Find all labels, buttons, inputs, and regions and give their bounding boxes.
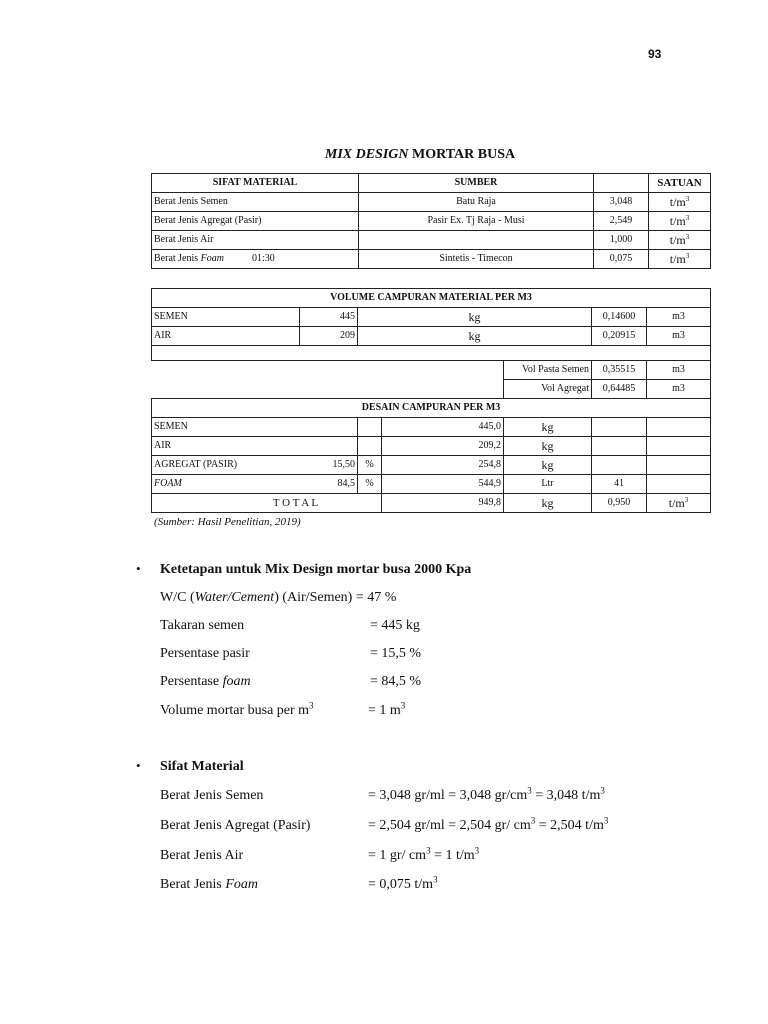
wc-italic: Water/Cement bbox=[194, 590, 275, 605]
col-header-source: SUMBER bbox=[359, 174, 594, 193]
table-row bbox=[152, 475, 711, 494]
total-extra: 0,950 bbox=[592, 494, 647, 513]
design-value: 209,2 bbox=[382, 437, 504, 456]
table-section-header bbox=[152, 289, 711, 308]
table-header-row bbox=[152, 174, 711, 193]
total-label: T O T A L bbox=[152, 494, 382, 513]
design-value: 544,9 bbox=[382, 475, 504, 494]
design-name-text: FOAM bbox=[154, 478, 182, 489]
design-extra bbox=[592, 437, 647, 456]
vol-value: 0,35515 bbox=[592, 361, 647, 380]
wc-pre: W/C ( bbox=[160, 590, 195, 605]
design-sym: % bbox=[358, 475, 382, 494]
table-row bbox=[152, 437, 711, 456]
s2: 3 bbox=[600, 785, 605, 796]
section2-heading: Sifat Material bbox=[160, 759, 244, 774]
s1: 3 bbox=[527, 785, 532, 796]
col-header-material: SIFAT MATERIAL bbox=[152, 174, 359, 193]
wc-post: ) (Air/Semen) = 47 % bbox=[274, 590, 397, 605]
material-name bbox=[152, 250, 359, 269]
value-text: = 1 m bbox=[368, 703, 401, 718]
vol-unit: m3 bbox=[647, 380, 711, 399]
col-header-unit: SATUAN bbox=[649, 174, 711, 193]
unit-sup: 3 bbox=[685, 214, 690, 222]
design-value: 445,0 bbox=[382, 418, 504, 437]
col-header-value bbox=[594, 174, 649, 193]
material-unit bbox=[649, 231, 711, 250]
unit-text: t/m bbox=[668, 496, 685, 510]
spec-label bbox=[160, 700, 314, 719]
design-pct: 84,5 bbox=[337, 478, 355, 489]
spec-value: = 84,5 % bbox=[370, 674, 422, 689]
label-pre: Persentase bbox=[160, 674, 223, 689]
vol-label: Vol Agregat bbox=[504, 380, 592, 399]
table-row bbox=[152, 361, 711, 380]
property-label bbox=[160, 877, 258, 893]
volume-value-unit: m3 bbox=[647, 308, 711, 327]
design-sym bbox=[358, 437, 382, 456]
table-section-header bbox=[152, 399, 711, 418]
volume-unit: kg bbox=[358, 308, 592, 327]
section1-heading: Ketetapan untuk Mix Design mortar busa 2000 Kpa bbox=[160, 562, 472, 577]
property-label: Berat Jenis Semen bbox=[160, 788, 264, 803]
property-value bbox=[368, 874, 438, 893]
spec-label: Takaran semen bbox=[160, 618, 245, 633]
table-row bbox=[152, 380, 711, 399]
material-source: Batu Raja bbox=[359, 193, 594, 212]
bullet-1: • bbox=[136, 561, 141, 576]
table-row bbox=[152, 418, 711, 437]
material-name: Berat Jenis Agregat (Pasir) bbox=[152, 212, 359, 231]
material-unit bbox=[649, 193, 711, 212]
unit-sup: 3 bbox=[685, 195, 690, 203]
source-note: (Sumber: Hasil Penelitian, 2019) bbox=[154, 516, 301, 528]
design-extra-unit bbox=[647, 437, 711, 456]
title-rest: MORTAR BUSA bbox=[408, 147, 516, 162]
v1: = 1 gr/ cm bbox=[368, 848, 427, 863]
property-value bbox=[368, 815, 609, 834]
title-italic: MIX DESIGN bbox=[324, 147, 409, 162]
spec-value: = 15,5 % bbox=[370, 646, 422, 661]
design-extra-unit bbox=[647, 475, 711, 494]
material-value: 2,549 bbox=[594, 212, 649, 231]
material-value: 1,000 bbox=[594, 231, 649, 250]
spec-label: Persentase pasir bbox=[160, 646, 250, 661]
design-extra bbox=[592, 418, 647, 437]
s2: 3 bbox=[474, 845, 480, 856]
design-extra-unit bbox=[647, 418, 711, 437]
material-source bbox=[359, 231, 594, 250]
v1: = 3,048 gr/ml = 3,048 gr/cm bbox=[368, 788, 528, 803]
v1: = 2,504 gr/ml = 2,504 gr/ cm bbox=[368, 818, 531, 833]
unit-sup: 3 bbox=[685, 233, 690, 241]
volume-value: 0,20915 bbox=[592, 327, 647, 346]
design-name bbox=[152, 475, 358, 494]
spacer-row bbox=[152, 346, 711, 361]
design-value: 254,8 bbox=[382, 456, 504, 475]
s1: 3 bbox=[426, 845, 431, 856]
design-unit: Ltr bbox=[504, 475, 592, 494]
material-name: Berat Jenis Air bbox=[152, 231, 359, 250]
volume-value: 0,14600 bbox=[592, 308, 647, 327]
material-value: 3,048 bbox=[594, 193, 649, 212]
s1: 3 bbox=[433, 874, 438, 885]
v2: = 2,504 t/m bbox=[535, 818, 604, 833]
design-name-text: AGREGAT (PASIR) bbox=[154, 459, 238, 470]
design-name: AIR bbox=[152, 437, 358, 456]
label-sup: 3 bbox=[309, 700, 314, 711]
material-properties-table bbox=[151, 173, 711, 269]
property-label: Berat Jenis Air bbox=[160, 848, 244, 863]
v1: = 0,075 t/m bbox=[368, 877, 434, 892]
material-name: Berat Jenis Semen bbox=[152, 193, 359, 212]
mix-volume-table bbox=[151, 288, 711, 513]
table-row bbox=[152, 193, 711, 212]
design-name bbox=[152, 456, 358, 475]
design-unit: kg bbox=[504, 418, 592, 437]
v2: = 3,048 t/m bbox=[531, 788, 601, 803]
design-name: SEMEN bbox=[152, 418, 358, 437]
material-source: Pasir Ex. Tj Raja - Musi bbox=[359, 212, 594, 231]
label-text: Volume mortar busa per m bbox=[160, 703, 310, 718]
page-title bbox=[152, 147, 688, 163]
total-extra-unit bbox=[647, 494, 711, 513]
material-source: Sintetis - Timecon bbox=[359, 250, 594, 269]
table-row bbox=[152, 327, 711, 346]
total-row bbox=[152, 494, 711, 513]
design-unit: kg bbox=[504, 437, 592, 456]
design-pct: 15,50 bbox=[332, 459, 355, 470]
s1: 3 bbox=[530, 815, 536, 826]
volume-unit: kg bbox=[358, 327, 592, 346]
vol-unit: m3 bbox=[647, 361, 711, 380]
volume-name: SEMEN bbox=[152, 308, 300, 327]
design-extra: 41 bbox=[592, 475, 647, 494]
foam-ratio: 01:30 bbox=[252, 253, 275, 264]
unit-text: t/m bbox=[669, 214, 686, 228]
design-extra-unit bbox=[647, 456, 711, 475]
unit-sup: 3 bbox=[685, 252, 690, 260]
wc-ratio bbox=[160, 590, 396, 606]
table-row bbox=[152, 308, 711, 327]
vol-label: Vol Pasta Semen bbox=[504, 361, 592, 380]
unit-text: t/m bbox=[669, 233, 686, 247]
material-value: 0,075 bbox=[594, 250, 649, 269]
unit-text: t/m bbox=[669, 195, 686, 209]
volume-name: AIR bbox=[152, 327, 300, 346]
table-row bbox=[152, 456, 711, 475]
design-sym: % bbox=[358, 456, 382, 475]
volume-qty: 209 bbox=[300, 327, 358, 346]
spec-value: = 445 kg bbox=[370, 618, 420, 633]
table-row bbox=[152, 250, 711, 269]
total-unit: kg bbox=[504, 494, 592, 513]
material-unit bbox=[649, 212, 711, 231]
property-label: Berat Jenis Agregat (Pasir) bbox=[160, 818, 311, 833]
label-italic: Foam bbox=[225, 877, 258, 892]
property-value bbox=[368, 785, 605, 804]
unit-sup: 3 bbox=[684, 496, 689, 504]
name-pre: Berat Jenis bbox=[154, 253, 201, 264]
name-italic: Foam bbox=[200, 253, 224, 264]
label-italic: foam bbox=[222, 674, 251, 689]
vol-value: 0,64485 bbox=[592, 380, 647, 399]
table-row bbox=[152, 231, 711, 250]
spec-label bbox=[160, 674, 251, 690]
property-value bbox=[368, 845, 480, 864]
design-extra bbox=[592, 456, 647, 475]
design-header: DESAIN CAMPURAN PER M3 bbox=[152, 399, 711, 418]
material-unit bbox=[649, 250, 711, 269]
volume-value-unit: m3 bbox=[647, 327, 711, 346]
table-row bbox=[152, 212, 711, 231]
unit-text: t/m bbox=[669, 252, 686, 266]
s2: 3 bbox=[603, 815, 609, 826]
spec-value bbox=[368, 700, 406, 719]
value-sup: 3 bbox=[400, 700, 406, 711]
bullet-2: • bbox=[136, 758, 141, 773]
design-unit: kg bbox=[504, 456, 592, 475]
design-sym bbox=[358, 418, 382, 437]
volume-header: VOLUME CAMPURAN MATERIAL PER M3 bbox=[152, 289, 711, 308]
label-pre: Berat Jenis bbox=[160, 877, 226, 892]
page-number: 93 bbox=[648, 47, 662, 61]
v2: = 1 t/m bbox=[430, 848, 475, 863]
total-value: 949,8 bbox=[382, 494, 504, 513]
volume-qty: 445 bbox=[300, 308, 358, 327]
